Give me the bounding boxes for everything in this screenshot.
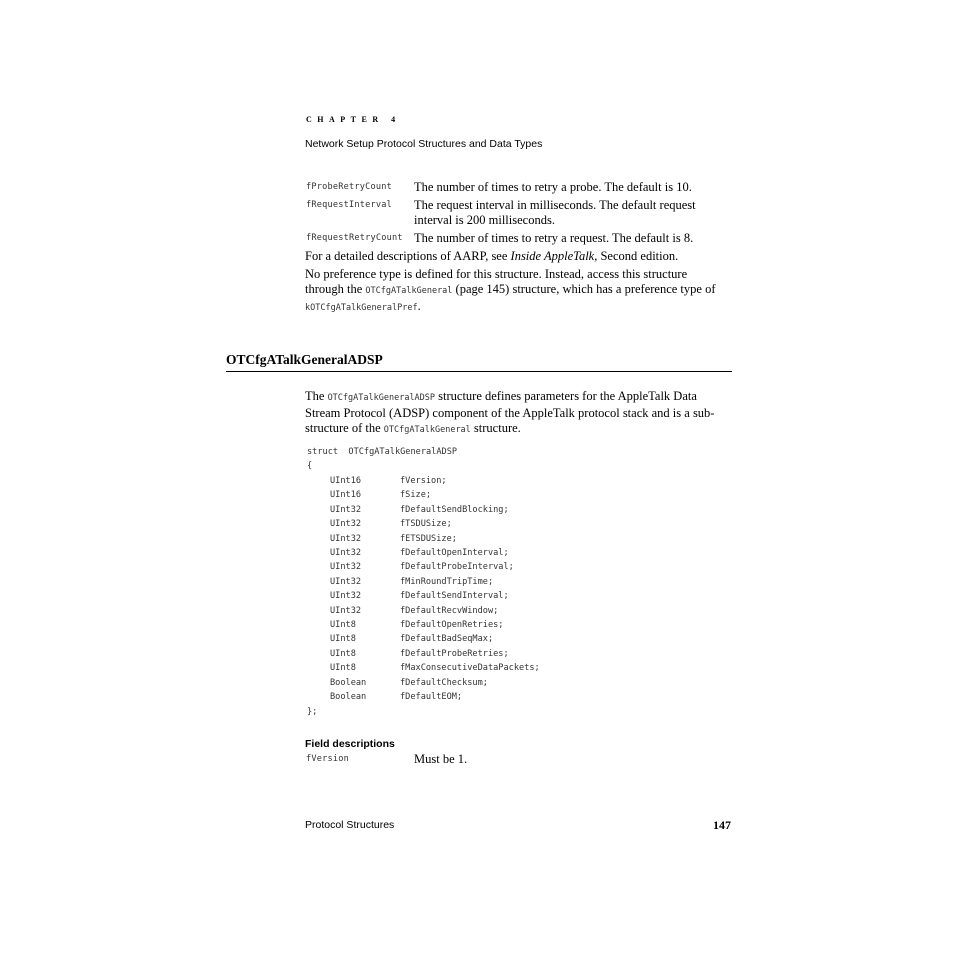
code-member-type: UInt32 [330, 548, 362, 558]
code-member-type: UInt32 [330, 576, 362, 587]
code-struct-line: struct OTCfgATalkGeneralADSP [307, 447, 458, 457]
page-number: 147 [713, 818, 731, 832]
code-member-name: fMinRoundTripTime; [400, 576, 494, 587]
book-title: Inside AppleTalk, [510, 249, 598, 263]
code-member-type: UInt8 [330, 663, 356, 674]
code-member-name: fDefaultSendBlocking; [400, 504, 509, 515]
code-member-name: fMaxConsecutiveDataPackets; [400, 663, 540, 674]
field-name: fRequestRetryCount [306, 233, 403, 243]
chapter-label: CHAPTER 4 [306, 115, 401, 124]
code-member-type: UInt32 [330, 591, 362, 602]
field-name: fProbeRetryCount [306, 182, 392, 192]
paragraph-text: (page 145) structure, which has a preference type of [452, 282, 716, 296]
code-member-type: UInt16 [330, 476, 362, 486]
code-member-type: UInt8 [330, 634, 356, 645]
paragraph-text: Second edition. [597, 249, 679, 263]
code-member-name: fDefaultBadSeqMax; [400, 634, 494, 645]
code-reference: OTCfgATalkGeneral [383, 425, 471, 435]
field-description: The number of times to retry a probe. The default is 10. [414, 180, 692, 194]
code-member-type: UInt32 [330, 504, 362, 515]
field-name: fRequestInterval [306, 200, 392, 210]
intro-paragraph [305, 389, 735, 438]
paragraph-text: The [305, 389, 328, 403]
code-reference: OTCfgATalkGeneralADSP [327, 393, 436, 403]
code-open-brace: { [307, 461, 313, 471]
code-member-type: UInt32 [330, 562, 362, 573]
code-member-type: UInt32 [330, 519, 362, 530]
code-close-brace: }; [307, 707, 318, 717]
paragraph-text: For a detailed descriptions of AARP, see [305, 249, 511, 263]
code-reference: OTCfgATalkGeneral [365, 286, 453, 296]
code-member-name: fDefaultOpenInterval; [400, 548, 509, 558]
paragraph-text: structure defines parameters for the AppleTalk Data Stream Protocol (ADSP) component of the AppleTalk protocol stack and is a sub-structure of the [305, 389, 715, 435]
code-member-name: fDefaultProbeInterval; [400, 562, 514, 573]
field-description: Must be 1. [414, 752, 468, 766]
footer-section-title: Protocol Structures [305, 819, 395, 831]
code-member-type: UInt32 [330, 533, 362, 544]
preference-paragraph [305, 267, 717, 316]
code-member-name: fDefaultChecksum; [400, 677, 488, 688]
code-member-name: fDefaultSendInterval; [400, 591, 509, 602]
code-member-name: fDefaultRecvWindow; [400, 605, 499, 616]
field-description: The request interval in milliseconds. The default request interval is 200 milliseconds. [414, 198, 696, 227]
code-member-type: UInt32 [330, 605, 362, 616]
section-heading: OTCfgATalkGeneralADSP [226, 352, 383, 367]
code-member-name: fDefaultProbeRetries; [400, 648, 509, 659]
code-member-name: fVersion; [400, 476, 447, 486]
code-member-type: UInt8 [330, 648, 356, 659]
code-reference: kOTCfgATalkGeneralPref [305, 303, 418, 313]
code-member-name: fDefaultEOM; [400, 692, 463, 702]
code-member-type: UInt8 [330, 620, 356, 630]
field-description: The number of times to retry a request. The default is 8. [414, 231, 694, 245]
code-member-type: Boolean [330, 677, 367, 688]
aarp-paragraph [305, 249, 725, 264]
section-rule [226, 371, 732, 372]
code-member-name: fTSDUSize; [400, 519, 452, 530]
chapter-title: Network Setup Protocol Structures and Data Types [305, 138, 543, 150]
code-member-name: fDefaultOpenRetries; [400, 620, 504, 630]
code-member-type: UInt16 [330, 490, 362, 501]
paragraph-text: structure. [470, 421, 521, 435]
code-member-type: Boolean [330, 692, 367, 702]
paragraph-text: . [417, 299, 421, 313]
code-member-name: fETSDUSize; [400, 533, 457, 544]
field-name: fVersion [306, 754, 349, 764]
field-descriptions-heading: Field descriptions [305, 738, 395, 750]
code-member-name: fSize; [400, 490, 432, 501]
paragraph-text: No preference type is defined for this structure. Instead, access this structure through the [305, 267, 688, 296]
